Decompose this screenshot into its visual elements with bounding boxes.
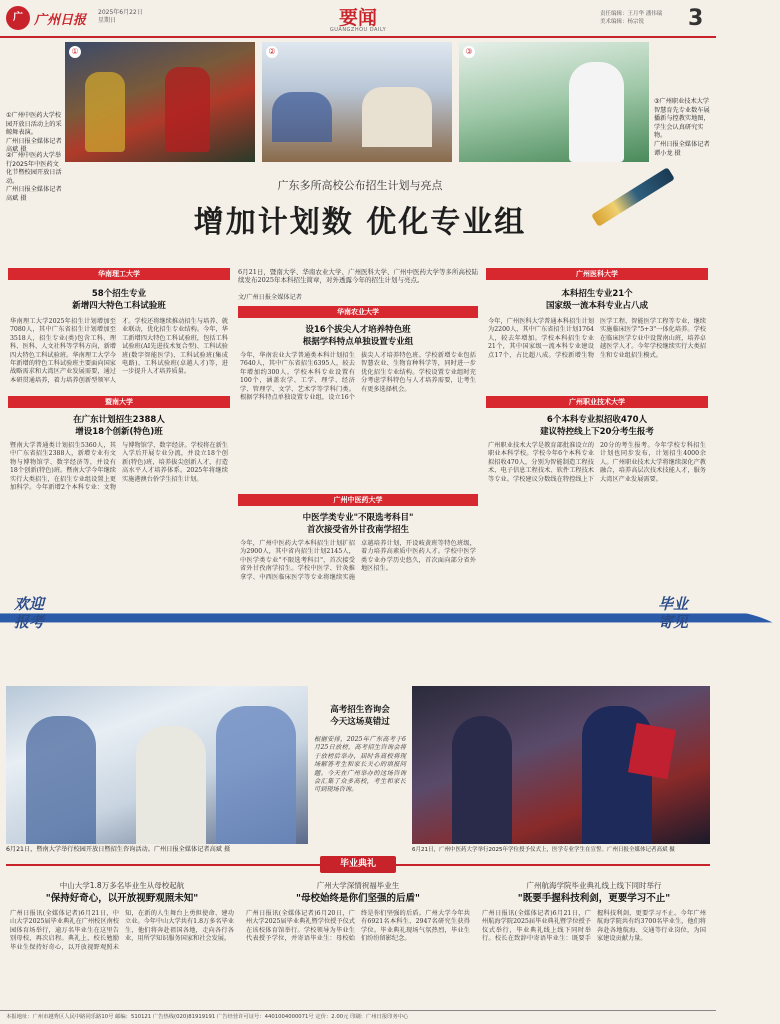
decorative-wave	[0, 576, 716, 686]
section-label-gzvtu: 广州职业技术大学	[486, 396, 708, 408]
section-body-scut: 华南理工大学2025年招生计划增加至7080人，其中广东省招生计划增加至3518人，招生专业(类)包含工科、理科、医科、人文社科等学科方向，新增四大特色工科试验班。华南理工大学今年新增的特色工科试验班主要面向国家战略需求和大湾区产业发展需要，通过本研贯通培养，着力培养创新型领军人才。学校还将继续推动招生与培养、就业联动，优化招生专业结构。今年，华工新增四大特色工科试验班，包括工科试验班(AI先进技术复合型)、工科试验班(数字智能医学)、工科试验班(集成电路)、工科试验班(卓越人才)等，进一步提升人才培养质量。	[10, 318, 228, 384]
section-label-scau: 华南农业大学	[238, 306, 478, 318]
caption-photo-3: ③广州职业技术大学智慧育先专业数车展播新与控教实地图，学生会认真研究实物。 广州日报全媒体记者谭小龙 摄	[654, 98, 710, 157]
pen-icon	[591, 167, 675, 227]
section-title-jnu: 在广东计划招生2388人 增设18个创新(特色)班	[73, 415, 165, 437]
slogan-graduation: 毕业寄见	[658, 595, 689, 631]
photo-admission-consultation	[6, 686, 308, 844]
caption-photo-1: ①广州中医药大学校园开放日活动上的采鲸舞表演。 广州日报全媒体记者高斌 摄	[6, 112, 62, 154]
photo-marker-1: ①	[69, 46, 81, 58]
photo-medicine-fair	[262, 42, 452, 162]
graduation-band-label: 毕业典礼	[320, 856, 396, 873]
section-body-jnu: 暨南大学普通类计划招生5360人，其中广东省招生2388人，新增专业有文物与博物馆学、数字经济等，并设有18个创新(特色)班。暨南大学今年继续实行大类招生，在招生专业组设置上更加科学。今年新增2个本科专业：文物与博物馆学、数字经济。学校将在新生入学后开展专业分流，并设立18个创新(特色)班，培养拔尖创新人才，打造高水平人才培养体系。2025年将继续实施港澳台侨学生招生计划。	[10, 442, 228, 492]
section-label-jnu: 暨南大学	[8, 396, 230, 408]
grad-title-gzhu: "母校始终是你们坚强的后盾"	[296, 893, 420, 904]
inset-body: 根据安排，2025年广东高考于6月25日放榜，高考招生咨询会将于放榜后举办，届时各高校将现场解答考生和家长关心的填报问题。今天在广州举办的这场咨询会汇集了众多高校，考生和家长可到现场咨询。	[314, 736, 406, 794]
grad-title-gzmtu: "既要手握科技利剑，更要学习不止"	[517, 893, 671, 904]
photo-marker-3: ③	[463, 46, 475, 58]
photo-dance-performance	[65, 42, 255, 162]
inset-title: 高考招生咨询会 今天这场莫错过	[330, 705, 390, 727]
section-body-gzucm: 今年，广州中医药大学本科招生计划扩招为2900人，其中省内招生计划2145人，中医学类专业"不限选考科目"，首次接受省外甘孜南学招生。学校中医学、针灸推拿学、中西医临床医学等专业将继续实施卓越培养计划，开设岐黄班等特色班级，着力培养高素质中医药人才。学校中医学类专业办学历史悠久，首次面向部分省外地区招生。	[240, 540, 476, 581]
column-title: 要闻	[338, 7, 377, 29]
column-title-en: GUANGZHOU DAILY	[329, 27, 387, 33]
masthead	[0, 0, 716, 38]
lead-paragraph: 6月21日，暨南大学、华南农业大学、广州医科大学、广州中医药大学等多所高校陆续发布2025年本科招生简章，对外透露今年的招生计划与亮点。	[238, 268, 478, 285]
photo-graduation-ceremony	[412, 686, 710, 844]
grad-label-sysu: 中山大学1.8万多名毕业生从母校起航	[59, 881, 185, 890]
caption-photo-2: ②广州中医药大学举行2025年中医药文化节暨校园开放日活动。 广州日报全媒体记者高斌 摄	[6, 152, 62, 202]
caption-left-photo: 6月21日，暨南大学举行校园开放日暨招生咨询活动。广州日报全媒体记者高斌 摄	[6, 846, 231, 853]
grad-body-sysu: 广州日报讯(全媒体记者)6月21日，中山大学2025届毕业典礼在广州校区南校园体育场举行，逾万名毕业生在这里告别母校，再次启程。典礼上，校长勉励毕业生保持好奇心，以开放视野观照未知，在新的人生舞台上勇担使命、建功立业。今年中山大学共有1.8万多名毕业生，他们将奔赴祖国各地，走向各行各业，用所学知识服务国家和社会发展。	[10, 910, 234, 951]
footer-rule	[0, 1010, 716, 1011]
section-title-scut: 58个招生专业 新增四大特色工科试验班	[72, 289, 166, 311]
grad-body-gzmtu: 广州日报讯(全媒体记者)6月21日，广州航海学院2025届毕业典礼暨学位授予仪式举行，毕业典礼线上线下同时举行。校长在致辞中寄语毕业生：既要手握科技利剑，更要学习不止。今年广州航海学院共有约3700名毕业生，他们将奔赴各地航海、交通等行业岗位，为国家建设贡献力量。	[482, 910, 706, 943]
section-body-gzmu: 今年，广州医科大学普通本科招生计划为2200人，其中广东省招生计划1764人，较去年增加。学校本科招生专业21个，其中国家级一流本科专业建设点17个，占比超八成。学校新增生物医学工程、智能医学工程等专业，继续实施临床医学"5+3"一体化培养。学校在临床医学专业中设置南山班，培养卓越医学人才。今年学校继续实行大类招生和专业组招生模式。	[488, 318, 706, 359]
grad-body-gzhu: 广州日报讯(全媒体记者)6月20日，广州大学2025届毕业典礼暨学位授予仪式在该校体育馆举行。学校领导为毕业生代表授予学位，并寄语毕业生：母校始终是你们坚强的后盾。广州大学今年共有6921名本科生、2947名研究生获得学位。毕业典礼现场气氛热烈，毕业生们纷纷留影纪念。	[246, 910, 470, 943]
page-number: 3	[688, 6, 704, 31]
section-label-gzmu: 广州医科大学	[486, 268, 708, 280]
section-body-gzvtu: 广州职业技术大学是教育部批准设立的职业本科学校。学校今年6个本科专业拟招收470人，分别为智能制造工程技术、电子信息工程技术、软件工程技术等专业。学校建议分数线在特控线上下20分的考生报考。今年学校专科招生计划也同步发布，计划招生4000余人。广州职业技术大学将继续深化产教融合，培养高层次技术技能人才，服务大湾区产业发展需要。	[488, 442, 706, 483]
section-title-gzmu: 本科招生专业21个 国家级一流本科专业占八成	[545, 289, 648, 311]
section-body-scau: 今年，华南农业大学普通类本科计划招生7640人，其中广东省招生6395人，较去年增加约300人。学校本科专业设置有100个，涵盖农学、工学、理学、经济学、管理学、文学、艺术学等学科门类。根据学科特点单独设置专业组，设立16个拔尖人才培养特色班。学校新增专业包括智慧农业、生物育种科学等，同时进一步优化招生专业结构。学校设置专业组时充分考虑学科特色与人才培养需要，让考生有更多选择机会。	[240, 352, 476, 402]
editors-credit: 责任编辑：王月华 潘伟瑞 美术编辑：杨宗锐	[600, 11, 663, 25]
slogan-welcome: 欢迎报考	[14, 595, 45, 631]
logo-text: 广州日报	[34, 13, 87, 28]
section-title-gzucm: 中医学类专业"不限选考科目" 首次接受省外甘孜南学招生	[302, 513, 414, 535]
grad-label-gzhu: 广州大学深情祝福毕业生	[316, 881, 400, 890]
grad-title-sysu: "保持好奇心，以开放视野观照未知"	[45, 893, 199, 904]
issue-date: 2025年6月22日 星期日	[98, 9, 143, 24]
headline-kicker: 广东多所高校公布招生计划与亮点	[277, 179, 443, 192]
section-label-gzucm: 广州中医药大学	[238, 494, 478, 506]
section-title-scau: 设16个拔尖人才培养特色班 根据学科特点单独设置专业组	[302, 325, 414, 347]
section-label-scut: 华南理工大学	[8, 268, 230, 280]
newspaper-logo: 广	[6, 6, 30, 30]
caption-right-photo: 6月21日，广州中医药大学举行2025年学位授予仪式上，医学专业学生在宣誓。广州日报全媒体记者高斌 摄	[412, 847, 675, 853]
headline-title: 增加计划数 优化专业组	[193, 205, 527, 240]
grad-label-gzmtu: 广州航海学院毕业典礼线上线下同时举行	[526, 881, 662, 890]
section-title-gzvtu: 6个本科专业拟招收470人 建议特控线上下20分考生报考	[540, 415, 654, 437]
consultation-inset	[312, 692, 408, 842]
photo-vocational-student	[459, 42, 649, 162]
photo-marker-2: ②	[266, 46, 278, 58]
lead-reporter: 文/广州日报全媒体记者	[238, 294, 302, 301]
footer-text: 本报地址：广州市越秀区人民中路同乐路10号 邮编：510121 广告热线(020)81919191 广告经营许可证号：4401004000071号 定价：2.00元 印刷：广州日报印务中心	[6, 1014, 409, 1020]
